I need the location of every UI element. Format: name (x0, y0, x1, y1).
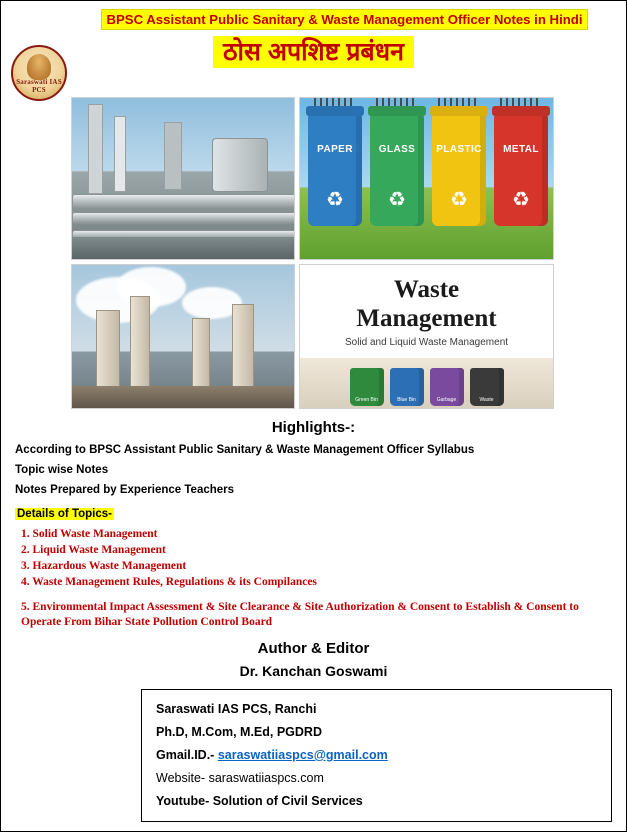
bin-lid-icon (492, 106, 550, 116)
industrial-pipes-photo (71, 97, 295, 260)
banner-title: BPSC Assistant Public Sanitary & Waste Management Officer Notes in Hindi (101, 9, 587, 30)
image-row-bottom (71, 264, 558, 409)
wm-title-line2: Management (356, 305, 497, 332)
chimney-icon (232, 304, 254, 390)
wm-bins-group (300, 358, 553, 408)
bin-label-paper: PAPER (317, 144, 353, 155)
list-item: 2. Liquid Waste Management (21, 544, 166, 556)
pipeline-icon (72, 212, 295, 224)
bin-plastic (432, 114, 486, 226)
pipe-stack-icon (88, 104, 103, 194)
wm-bin-label: Garbage (436, 397, 457, 403)
smokestacks-photo (71, 264, 295, 409)
wm-bin-blue (390, 368, 424, 406)
wm-bin-purple (430, 368, 464, 406)
highlight-line: Topic wise Notes (15, 464, 109, 476)
highlights-heading: Highlights-: (271, 419, 356, 436)
wm-bin-label: Waste (479, 397, 494, 403)
bin-glass (370, 114, 424, 226)
list-item: 5. Environmental Impact Assessment & Site Clearance & Site Authorization & Consent to Establish & Consent to Operate From Bihar State Pollution Control Board (21, 601, 579, 628)
contact-box (141, 689, 612, 822)
wm-subtitle: Solid and Liquid Waste Management (344, 337, 509, 348)
image-collage (71, 97, 558, 409)
list-item: 1. Solid Waste Management (21, 528, 158, 540)
wm-title-line1: Waste (393, 276, 460, 303)
chimney-icon (130, 296, 150, 390)
wm-title (300, 275, 553, 333)
recycle-icon: ♻ (326, 189, 344, 211)
bin-lid-icon (430, 106, 488, 116)
wm-bin-black (470, 368, 504, 406)
contact-gmail-link[interactable]: saraswatiiaspcs@gmail.com (217, 748, 388, 762)
content-body (15, 419, 612, 679)
details-of-topics-heading: Details of Topics- (17, 508, 112, 520)
pipe-stack-icon (164, 122, 182, 190)
highlight-line: Notes Prepared by Experience Teachers (15, 484, 235, 496)
contact-qualifications: Ph.D, M.Com, M.Ed, PGDRD (156, 725, 322, 739)
bin-paper (308, 114, 362, 226)
hindi-title-row (1, 36, 626, 68)
image-row-top (71, 97, 558, 260)
contact-gmail-row (156, 744, 601, 767)
contact-institute: Saraswati IAS PCS, Ranchi (156, 702, 317, 716)
list-item: 4. Waste Management Rules, Regulations & its Compilances (21, 576, 317, 588)
banner-title-row (71, 9, 618, 30)
bin-metal (494, 114, 548, 226)
bin-label-glass: GLASS (378, 144, 416, 155)
waste-management-photo (299, 264, 554, 409)
contact-website: Website- saraswatiiaspcs.com (156, 771, 324, 785)
ground-strip (72, 237, 295, 259)
bins-group (308, 114, 548, 226)
highlight-line: According to BPSC Assistant Public Sanitary & Waste Management Officer Syllabus (15, 444, 475, 456)
bin-label-metal: METAL (503, 144, 539, 155)
bin-label-plastic: PLASTIC (436, 144, 482, 155)
recycle-icon: ♻ (512, 189, 530, 211)
ground-strip (72, 386, 295, 408)
chimney-icon (192, 318, 210, 390)
hindi-title: ठोस अपशिष्ट प्रबंधन (213, 36, 414, 68)
list-item: 3. Hazardous Waste Management (21, 560, 187, 572)
bin-lid-icon (368, 106, 426, 116)
smoke-plume-icon (116, 267, 186, 307)
pipeline-icon (72, 194, 295, 209)
author-heading: Author & Editor (257, 640, 370, 657)
wm-bin-green (350, 368, 384, 406)
topic-list (15, 526, 612, 590)
logo-label: Saraswati IAS PCS (16, 78, 62, 94)
pipe-stack-icon (114, 116, 126, 192)
storage-tank-icon (212, 138, 268, 192)
wm-bin-label: Green Bin (355, 397, 378, 403)
author-name: Dr. Kanchan Goswami (239, 663, 388, 679)
contact-gmail-label: Gmail.ID.- (156, 748, 218, 762)
recycle-icon: ♻ (388, 189, 406, 211)
bin-lid-icon (306, 106, 364, 116)
chimney-icon (96, 310, 120, 390)
contact-youtube: Youtube- Solution of Civil Services (156, 794, 363, 808)
recycling-bins-photo (299, 97, 554, 260)
logo-figure-icon (27, 54, 51, 80)
recycle-icon: ♻ (450, 189, 468, 211)
wm-bin-label: Blue Bin (397, 397, 416, 403)
header (1, 9, 626, 94)
saraswati-ias-logo (11, 45, 67, 101)
